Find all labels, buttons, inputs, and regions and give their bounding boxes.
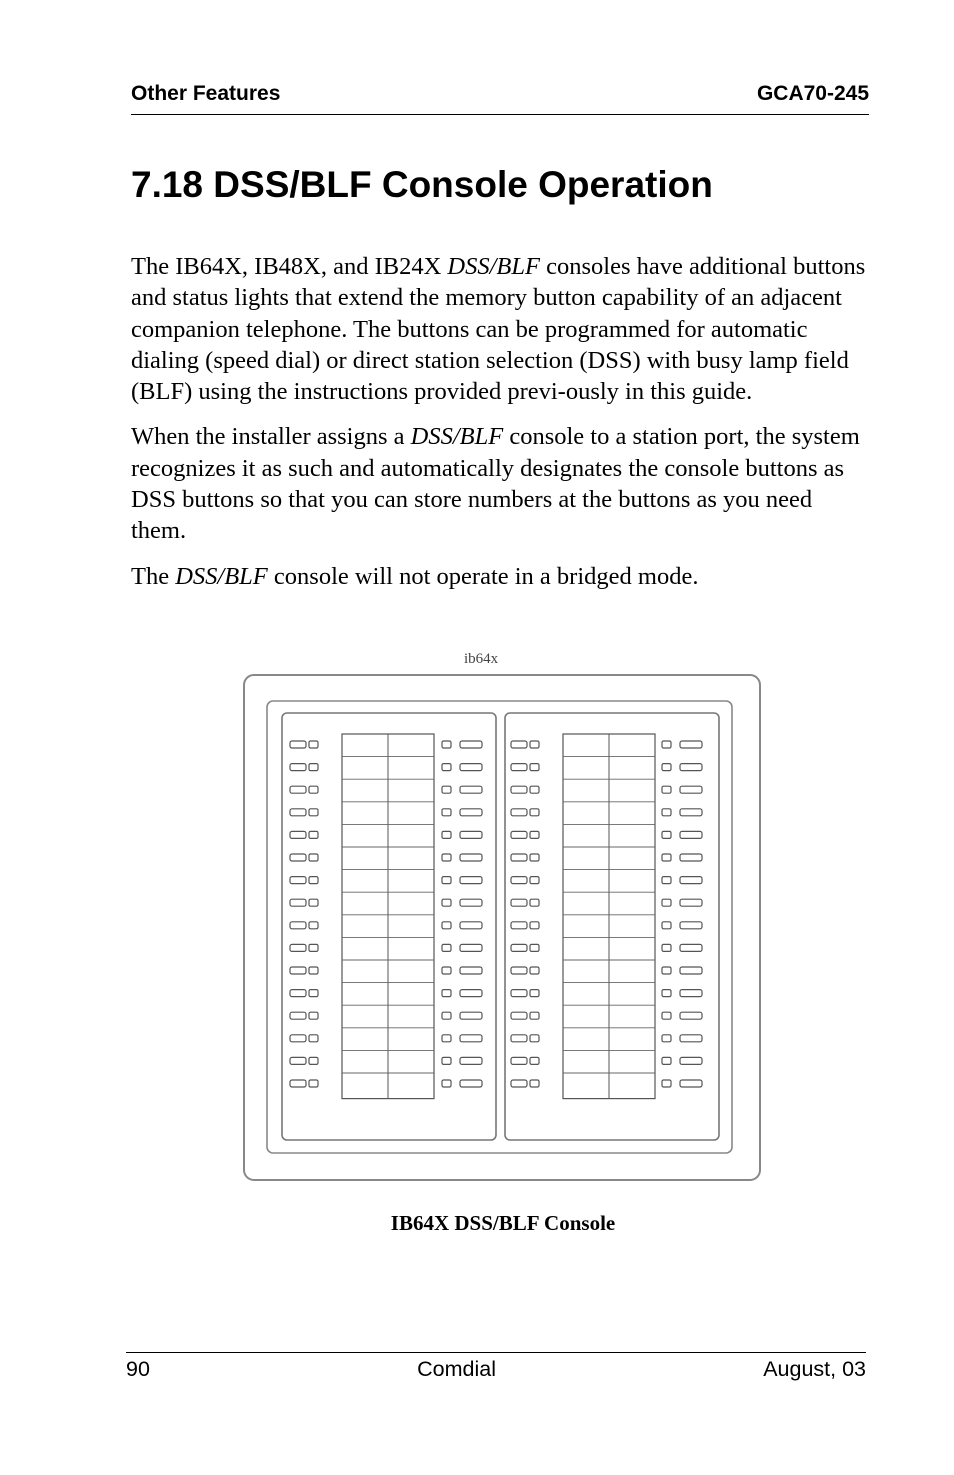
left-dss-button xyxy=(290,764,306,771)
left-button-panel xyxy=(282,713,496,1140)
left-dss-button xyxy=(290,786,306,793)
page-header xyxy=(131,82,869,115)
right-dss-button xyxy=(511,990,527,997)
right-status-lamp xyxy=(530,990,539,997)
header-doc-id: GCA70-245 xyxy=(756,82,869,105)
right-dss-button xyxy=(680,831,702,838)
paragraph-1: The IB64X, IB48X, and IB24X DSS/BLF consoles have additional buttons and status lights that extend the memory button capability of an adjacent companion telephone. The buttons can be programmed for automatic dialing (speed dial) or direct station selection (DSS) with busy lamp field (BLF) using the instructions provided previ-ously in this guide. xyxy=(131,253,866,406)
right-dss-button xyxy=(511,809,527,816)
right-status-lamp xyxy=(662,831,671,838)
right-dss-button xyxy=(511,741,527,748)
left-dss-button xyxy=(290,1057,306,1064)
right-status-lamp xyxy=(662,786,671,793)
left-status-lamp xyxy=(309,922,318,929)
right-status-lamp xyxy=(530,831,539,838)
right-status-lamp xyxy=(530,1012,539,1019)
left-dss-button xyxy=(290,899,306,906)
left-status-lamp xyxy=(442,1080,451,1087)
left-status-lamp xyxy=(442,944,451,951)
paragraph-3: The DSS/BLF console will not operate in a bridged mode. xyxy=(131,562,699,590)
right-status-lamp xyxy=(662,1035,671,1042)
right-dss-button xyxy=(511,944,527,951)
right-dss-button xyxy=(680,877,702,884)
right-dss-button xyxy=(680,1035,702,1042)
right-dss-button xyxy=(511,899,527,906)
left-dss-button xyxy=(460,967,482,974)
right-status-lamp xyxy=(662,1080,671,1087)
right-dss-button xyxy=(680,854,702,861)
left-dss-button xyxy=(460,1057,482,1064)
left-status-lamp xyxy=(442,741,451,748)
right-status-lamp xyxy=(662,922,671,929)
left-dss-button xyxy=(460,877,482,884)
right-dss-button xyxy=(511,967,527,974)
right-status-lamp xyxy=(662,1012,671,1019)
right-dss-button xyxy=(680,1012,702,1019)
header-section: Other Features xyxy=(131,82,281,105)
left-dss-button xyxy=(460,809,482,816)
left-status-lamp xyxy=(442,854,451,861)
console-outer-frame xyxy=(244,675,760,1180)
left-status-lamp xyxy=(442,1057,451,1064)
right-button-panel xyxy=(505,713,719,1140)
left-dss-button xyxy=(460,1035,482,1042)
left-status-lamp xyxy=(309,899,318,906)
left-status-lamp xyxy=(309,854,318,861)
right-dss-button xyxy=(511,831,527,838)
right-status-lamp xyxy=(530,854,539,861)
right-dss-button xyxy=(511,1012,527,1019)
figure-caption: IB64X DSS/BLF Console xyxy=(390,1211,616,1235)
right-status-lamp xyxy=(530,1080,539,1087)
left-status-lamp xyxy=(442,967,451,974)
right-dss-button xyxy=(680,899,702,906)
console-diagram xyxy=(240,650,764,1185)
left-status-lamp xyxy=(442,764,451,771)
left-dss-button xyxy=(460,944,482,951)
left-dss-button xyxy=(460,899,482,906)
left-dss-button xyxy=(460,786,482,793)
right-status-lamp xyxy=(662,764,671,771)
left-dss-button xyxy=(460,1080,482,1087)
left-dss-button xyxy=(460,854,482,861)
left-status-lamp xyxy=(309,786,318,793)
right-dss-button xyxy=(511,764,527,771)
right-dss-button xyxy=(680,944,702,951)
right-status-lamp xyxy=(530,877,539,884)
left-status-lamp xyxy=(309,877,318,884)
left-status-lamp xyxy=(309,809,318,816)
left-status-lamp xyxy=(309,764,318,771)
right-status-lamp xyxy=(530,922,539,929)
left-status-lamp xyxy=(442,1012,451,1019)
left-dss-button xyxy=(460,1012,482,1019)
right-dss-button xyxy=(680,967,702,974)
right-status-lamp xyxy=(530,1035,539,1042)
left-status-lamp xyxy=(442,877,451,884)
right-dss-button xyxy=(511,1035,527,1042)
left-dss-button xyxy=(290,877,306,884)
right-status-lamp xyxy=(530,944,539,951)
right-status-lamp xyxy=(530,967,539,974)
right-dss-button xyxy=(511,854,527,861)
left-dss-button xyxy=(290,831,306,838)
left-dss-button xyxy=(290,809,306,816)
left-status-lamp xyxy=(442,831,451,838)
footer-publisher: Comdial xyxy=(417,1357,496,1381)
right-status-lamp xyxy=(662,741,671,748)
right-dss-button xyxy=(680,990,702,997)
left-dss-button xyxy=(290,967,306,974)
left-status-lamp xyxy=(309,1012,318,1019)
right-status-lamp xyxy=(662,990,671,997)
right-status-lamp xyxy=(530,1057,539,1064)
footer-date: August, 03 xyxy=(763,1357,866,1381)
left-dss-button xyxy=(290,990,306,997)
left-dss-button xyxy=(460,990,482,997)
left-status-lamp xyxy=(309,1057,318,1064)
right-status-lamp xyxy=(662,1057,671,1064)
left-dss-button xyxy=(290,944,306,951)
right-dss-button xyxy=(680,764,702,771)
left-status-lamp xyxy=(442,922,451,929)
left-status-lamp xyxy=(442,809,451,816)
left-dss-button xyxy=(290,1080,306,1087)
right-dss-button xyxy=(680,922,702,929)
right-dss-button xyxy=(680,1057,702,1064)
right-status-lamp xyxy=(530,899,539,906)
right-status-lamp xyxy=(530,786,539,793)
right-dss-button xyxy=(511,786,527,793)
left-status-lamp xyxy=(309,741,318,748)
right-dss-button xyxy=(680,786,702,793)
left-status-lamp xyxy=(309,967,318,974)
figure-model-label: ib64x xyxy=(464,651,499,667)
left-dss-button xyxy=(290,1012,306,1019)
left-status-lamp xyxy=(442,990,451,997)
left-status-lamp xyxy=(309,831,318,838)
left-status-lamp xyxy=(309,1080,318,1087)
right-status-lamp xyxy=(662,854,671,861)
right-status-lamp xyxy=(530,809,539,816)
right-status-lamp xyxy=(662,899,671,906)
right-dss-button xyxy=(511,1057,527,1064)
left-dss-button xyxy=(460,922,482,929)
left-dss-button xyxy=(460,741,482,748)
right-dss-button xyxy=(680,741,702,748)
right-dss-button xyxy=(511,922,527,929)
right-status-lamp xyxy=(530,764,539,771)
right-dss-button xyxy=(680,809,702,816)
footer-page-number: 90 xyxy=(126,1357,150,1381)
left-status-lamp xyxy=(309,1035,318,1042)
right-dss-button xyxy=(511,877,527,884)
left-status-lamp xyxy=(442,1035,451,1042)
right-dss-button xyxy=(680,1080,702,1087)
right-status-lamp xyxy=(662,967,671,974)
body-text xyxy=(131,251,871,606)
console-illustration xyxy=(240,650,764,1185)
left-status-lamp xyxy=(442,786,451,793)
left-dss-button xyxy=(290,1035,306,1042)
right-status-lamp xyxy=(662,809,671,816)
left-dss-button xyxy=(290,922,306,929)
paragraph-2: When the installer assigns a DSS/BLF console to a station port, the system recognizes it as such and automatically designates the console buttons as DSS buttons so that you can store numbers at the buttons as you need them. xyxy=(131,423,860,545)
left-dss-button xyxy=(460,831,482,838)
right-status-lamp xyxy=(662,877,671,884)
left-status-lamp xyxy=(309,944,318,951)
right-status-lamp xyxy=(530,741,539,748)
left-dss-button xyxy=(290,854,306,861)
left-dss-button xyxy=(460,764,482,771)
left-status-lamp xyxy=(442,899,451,906)
section-title: 7.18 DSS/BLF Console Operation xyxy=(131,164,713,205)
left-status-lamp xyxy=(309,990,318,997)
left-dss-button xyxy=(290,741,306,748)
page-footer xyxy=(126,1352,866,1382)
right-status-lamp xyxy=(662,944,671,951)
right-dss-button xyxy=(511,1080,527,1087)
